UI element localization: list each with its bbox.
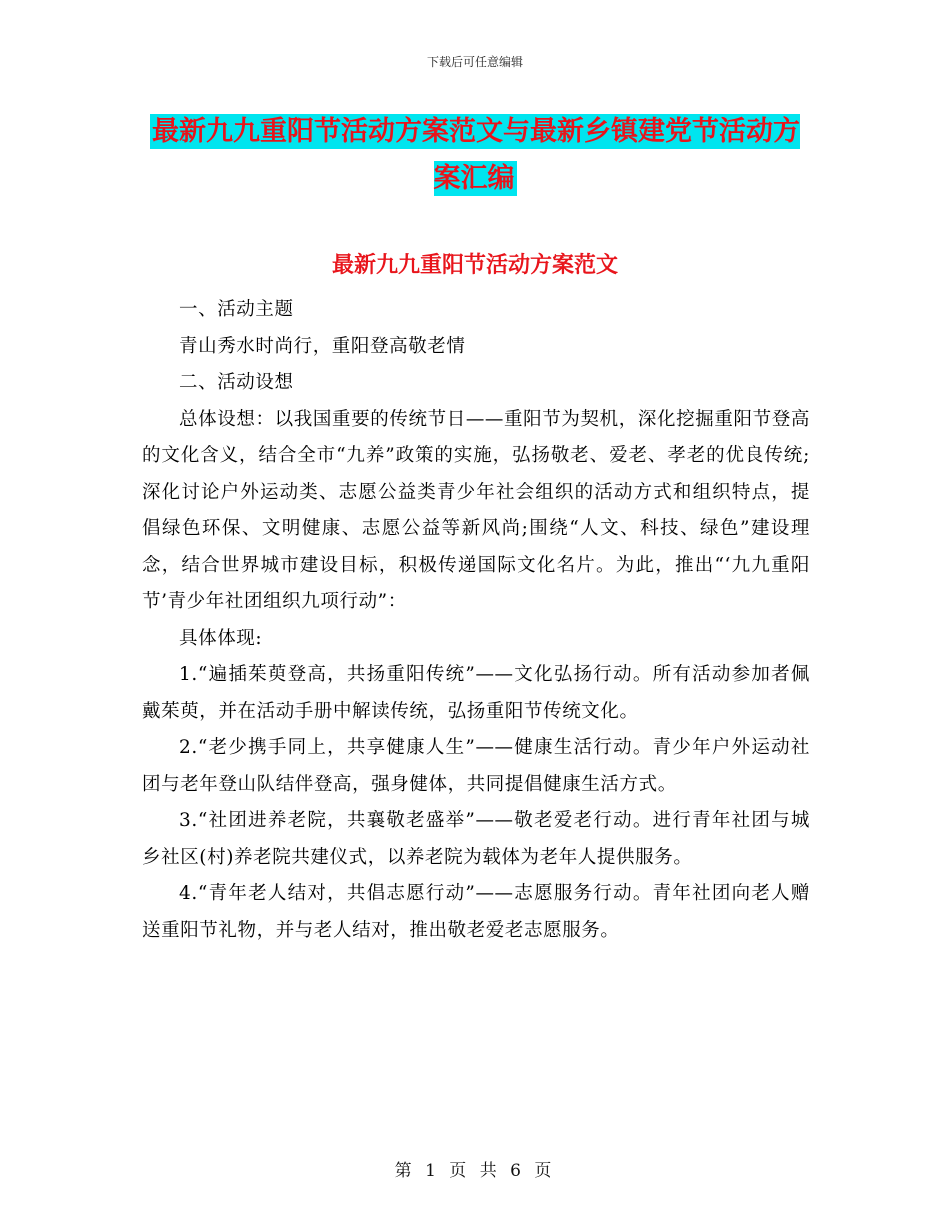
paragraph: 二、活动设想 bbox=[179, 372, 294, 393]
paragraph: 一、活动主题 bbox=[179, 299, 294, 320]
paragraph: 青山秀水时尚行，重阳登高敬老情 bbox=[179, 335, 466, 357]
document-title-text: 最新九九重阳节活动方案范文与最新乡镇建党节活动方案汇编 bbox=[152, 116, 800, 194]
section-title: 最新九九重阳节活动方案范文 bbox=[331, 253, 618, 278]
page-footer: 第 1 页 共 6 页 bbox=[394, 1161, 556, 1181]
paragraph: 4.“青年老人结对，共倡志愿行动”——志愿服务行动。青年社团向老人赠送重阳节礼物，并与老人结对，推出敬老爱老志愿服务。 bbox=[142, 883, 810, 941]
paragraph: 3.“社团进养老院，共襄敬老盛举”——敬老爱老行动。进行青年社团与城乡社区(村)养老院共建仪式，以养老院为载体为老年人提供服务。 bbox=[142, 810, 810, 868]
document-body bbox=[142, 292, 810, 949]
paragraph: 总体设想：以我国重要的传统节日——重阳节为契机，深化挖掘重阳节登高的文化含义，结合全市“九养”政策的实施，弘扬敬老、爱老、孝老的优良传统;深化讨论户外运动类、志愿公益类青少年社会组织的活动方式和组织特点，提倡绿色环保、文明健康、志愿公益等新风尚;围绕“人文、科技、绿色”建设理念，结合世界城市建设目标，积极传递国际文化名片。为此，推出“‘九九重阳节’青少年社团组织九项行动”： bbox=[142, 408, 810, 612]
paragraph: 1.“遍插茱萸登高，共扬重阳传统”——文化弘扬行动。所有活动参加者佩戴茱萸，并在活动手册中解读传统，弘扬重阳节传统文化。 bbox=[142, 664, 810, 722]
paragraph: 2.“老少携手同上，共享健康人生”——健康生活行动。青少年户外运动社团与老年登山队结伴登高，强身健体，共同提倡健康生活方式。 bbox=[142, 737, 810, 795]
document-title bbox=[140, 108, 810, 202]
header-note: 下载后可任意编辑 bbox=[426, 55, 523, 69]
paragraph: 具体体现: bbox=[179, 627, 263, 649]
